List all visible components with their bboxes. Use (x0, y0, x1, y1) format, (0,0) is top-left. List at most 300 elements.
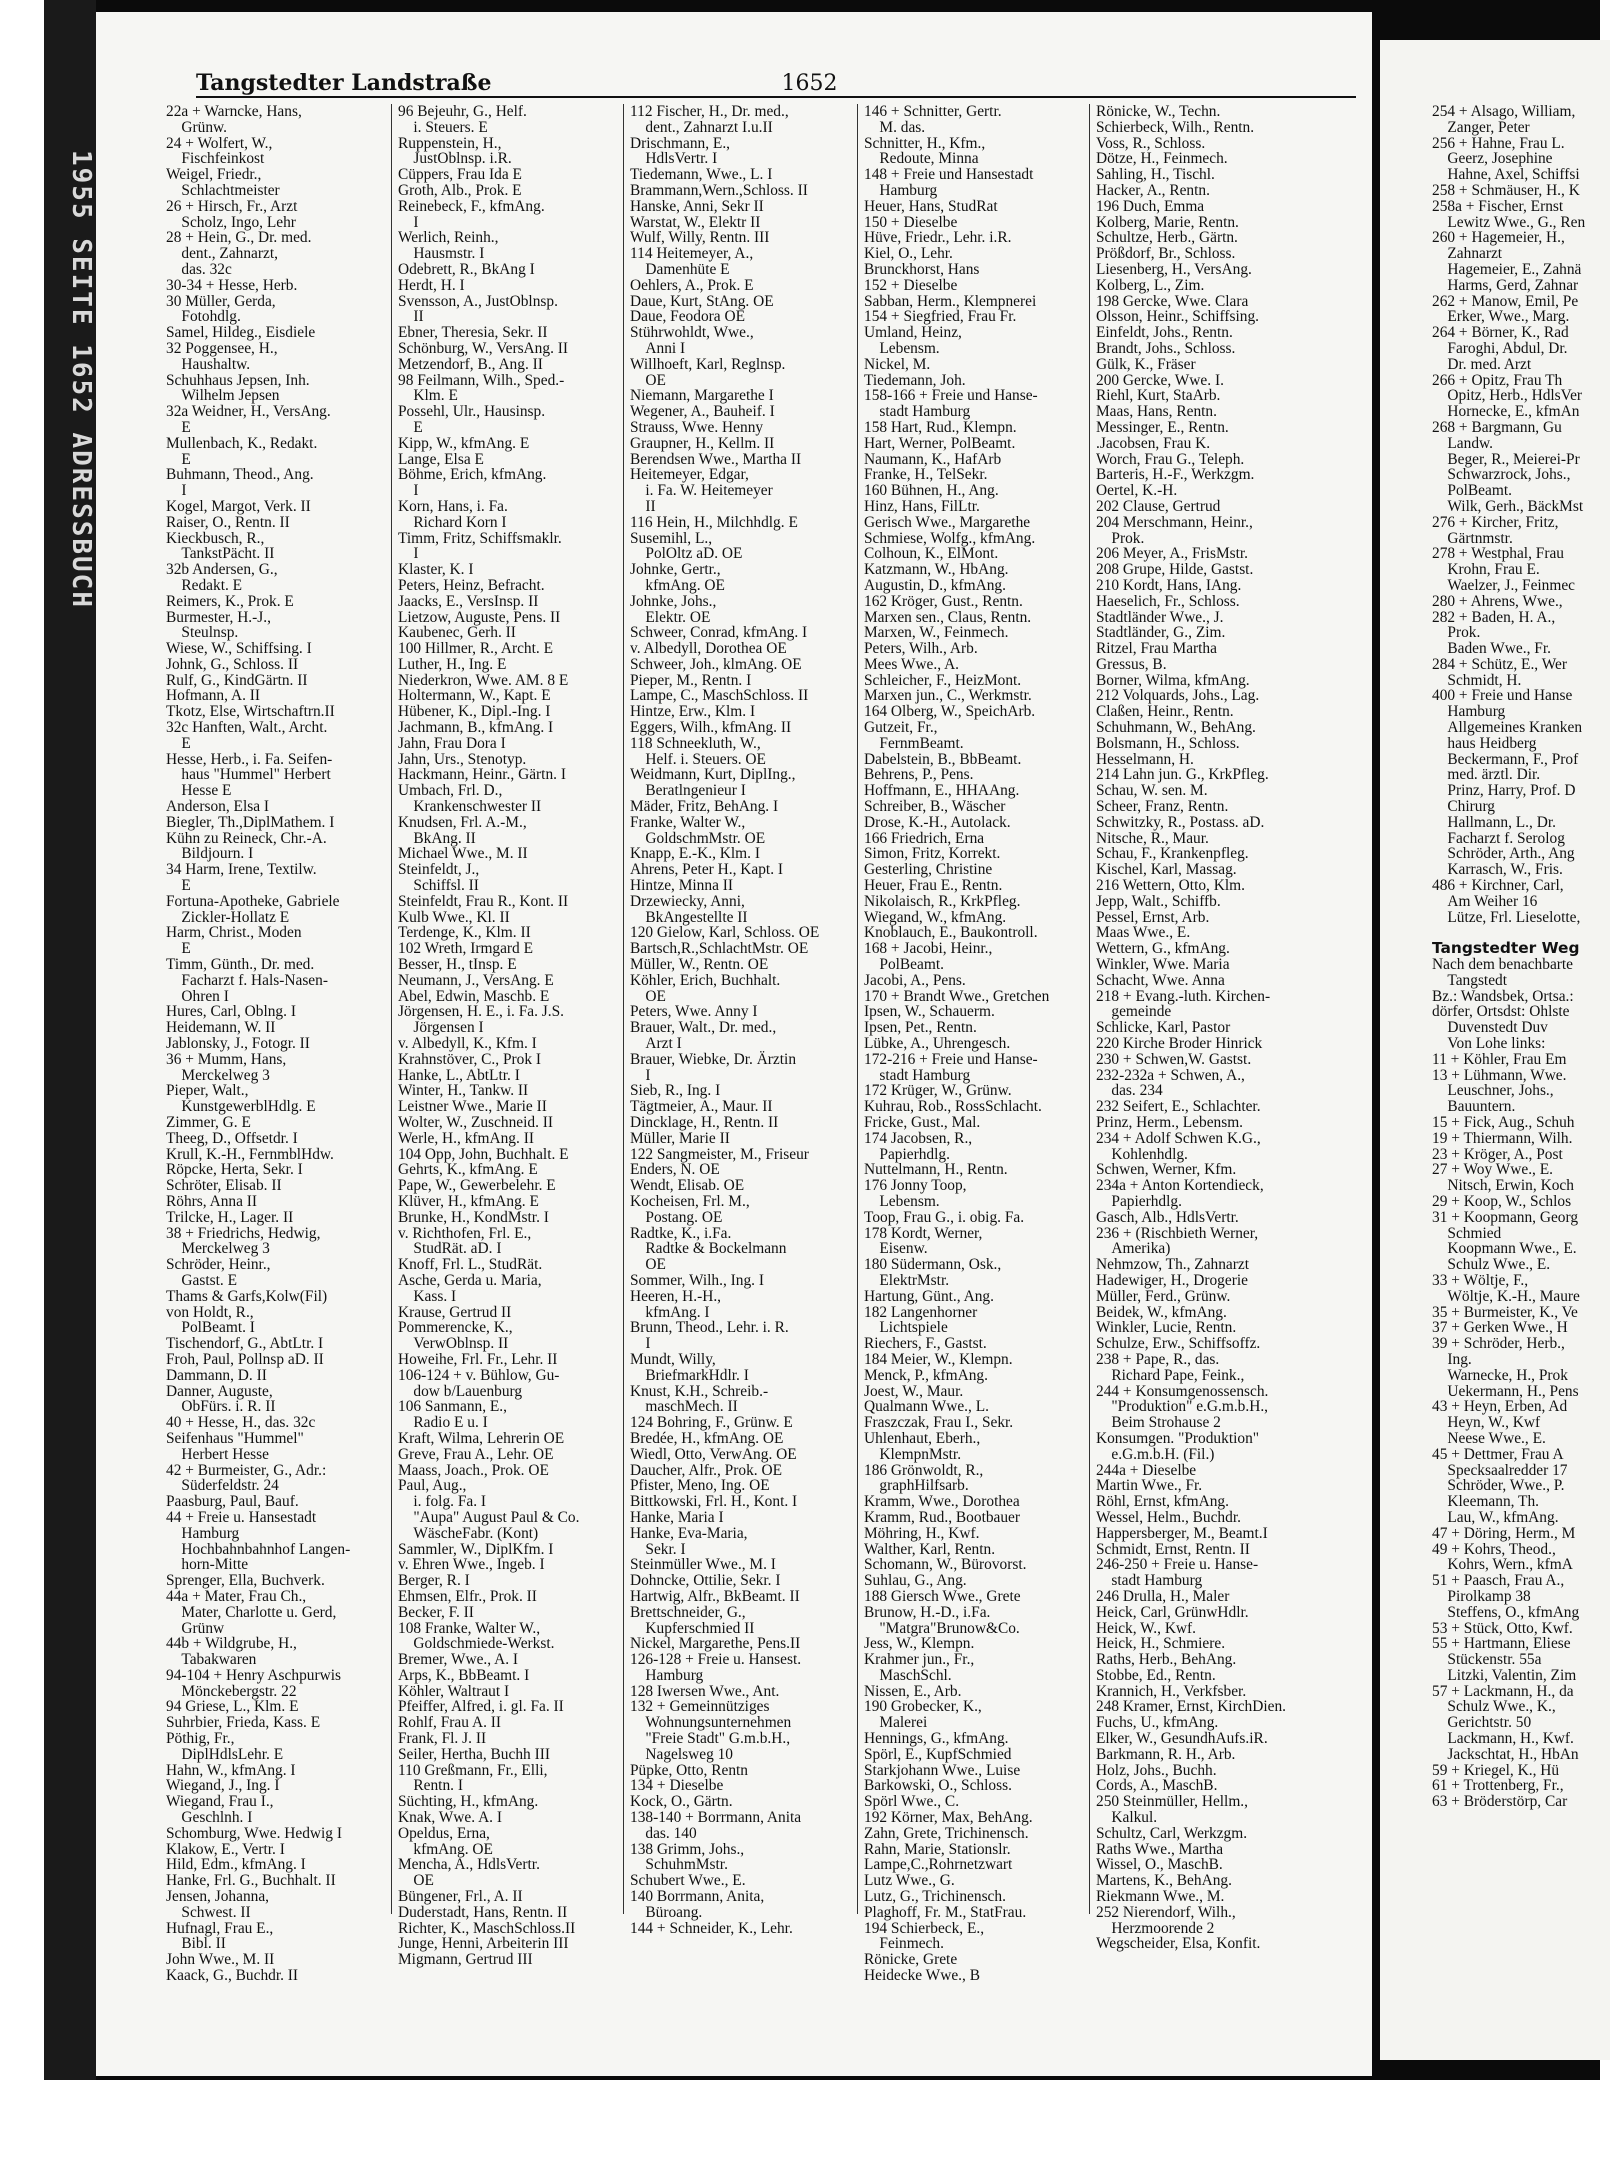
directory-entry: Ruppenstein, H., (398, 134, 502, 152)
directory-entry: Wegscheider, Elsa, Konfit. (1096, 1935, 1261, 1953)
directory-entry: Stührwohldt, Wwe., (630, 324, 754, 342)
directory-entry: Hanke, Eva-Maria, (630, 1524, 748, 1542)
directory-entry: Hackmann, Heinr., Gärtn. I (398, 766, 566, 784)
directory-entry: 216 Wettern, Otto, Klm. (1096, 877, 1245, 895)
directory-column-5 (1096, 103, 1336, 1953)
directory-entry: Niederkron, Wwe. AM. 8 E (398, 671, 569, 689)
directory-entry: 184 Meier, W., Klempn. (864, 1350, 1013, 1368)
directory-entry: OE (630, 987, 666, 1005)
directory-entry: Grünw (166, 1619, 225, 1637)
directory-entry: BriefmarkHdlr. I (630, 1366, 749, 1384)
directory-entry: Groth, Alb., Prok. E (398, 181, 522, 199)
directory-entry: Burmester, H.-J., (166, 608, 271, 626)
directory-entry: 178 Kordt, Werner, (864, 1224, 983, 1242)
directory-entry: Schweer, Joh., klmAng. OE (630, 655, 802, 673)
directory-entry: Jörgensen I (398, 1019, 484, 1037)
directory-entry: das. 140 (630, 1824, 697, 1842)
directory-entry: Paasburg, Paul, Bauf. (166, 1493, 299, 1511)
directory-entry: Büroang. (630, 1903, 703, 1921)
directory-entry: Heeren, H.-H., (630, 1287, 722, 1305)
directory-entry: I (398, 482, 419, 500)
directory-entry: KunstgewerblHdlg. E (166, 1098, 316, 1116)
adjacent-entry: 43 + Heyn, Erben, Ad (1432, 1398, 1568, 1416)
directory-entry: Anni I (630, 339, 686, 357)
adjacent-entry: Am Weiher 16 (1432, 892, 1538, 910)
directory-entry: Schuhmann, W., BehAng. (1096, 719, 1256, 737)
directory-entry: Prinz, Herm., Lebensm. (1096, 1114, 1244, 1131)
directory-entry: Merckelweg 3 (166, 1240, 270, 1258)
directory-entry: Lampe,C.,Rohrnetzwart (864, 1856, 1013, 1874)
directory-entry: Riekmann Wwe., M. (1096, 1888, 1225, 1906)
directory-entry: Gülk, K., Fräser (1096, 355, 1196, 373)
directory-entry: Winkler, Wwe. Maria (1096, 956, 1230, 974)
directory-entry: Mönckebergstr. 22 (166, 1682, 297, 1700)
directory-entry: Dötze, H., Feinmech. (1096, 150, 1228, 168)
directory-entry: Cüppers, Frau Ida E (398, 166, 522, 184)
directory-entry: HdlsVertr. I (630, 150, 718, 168)
directory-entry: Mundt, Willy, (630, 1350, 716, 1368)
adjacent-entry: 258a + Fischer, Ernst (1432, 197, 1564, 215)
directory-entry: E (398, 418, 423, 436)
directory-entry: 164 Olberg, W., SpeichArb. (864, 703, 1036, 721)
directory-entry: 158 Hart, Rud., Klempn. (864, 418, 1017, 436)
directory-entry: Drischmann, E., (630, 134, 731, 152)
adjacent-entry: 57 + Lackmann, H., da (1432, 1682, 1574, 1700)
adjacent-entry: Schulz Wwe., E. (1432, 1256, 1551, 1274)
directory-entry: 118 Schneekluth, W., (630, 734, 761, 752)
adjacent-entry: Leuschner, Johs., (1432, 1082, 1554, 1100)
directory-entry: Gutzeit, Fr., (864, 719, 938, 737)
directory-entry: Süchting, H., kfmAng. (398, 1793, 539, 1811)
directory-entry: Wohnungsunternehmen (630, 1714, 792, 1732)
directory-entry: Schiffsl. II (398, 877, 479, 895)
directory-entry: Opeldus, Erna, (398, 1824, 490, 1842)
adjacent-entry: 278 + Westphal, Frau (1432, 545, 1564, 563)
column-rule (857, 104, 858, 1914)
directory-entry: Metzendorf, B., Ang. II (398, 355, 543, 373)
directory-entry: Merckelweg 3 (166, 1066, 270, 1084)
directory-entry: Ebner, Theresia, Sekr. II (398, 324, 548, 342)
directory-entry: 138 Grimm, Johs., (630, 1840, 745, 1858)
directory-entry: Gesterling, Christine (864, 861, 993, 879)
directory-entry: Hacker, A., Rentn. (1096, 181, 1210, 199)
directory-entry: 236 + (Rischbieth Werner, (1096, 1224, 1259, 1242)
directory-entry: Zickler-Hollatz E (166, 908, 290, 926)
directory-entry: Hinz, Hans, FilLtr. (864, 497, 980, 515)
adjacent-entry: Facharzt f. Serolog (1432, 829, 1565, 847)
directory-entry: Rahn, Marie, Stationslr. (864, 1840, 1011, 1858)
directory-entry: Grünw. (166, 118, 227, 136)
directory-entry: Köhler, Erich, Buchhalt. (630, 971, 781, 989)
directory-entry: das. 234 (1096, 1082, 1163, 1100)
directory-entry: Schweer, Conrad, kfmAng. I (630, 624, 808, 642)
directory-entry: stadt Hamburg (864, 403, 971, 421)
adjacent-entry: 23 + Kröger, A., Post (1432, 1145, 1563, 1163)
directory-entry: Weidmann, Kurt, DiplIng., (630, 766, 796, 784)
directory-entry: Dohncke, Ottilie, Sekr. I (630, 1572, 781, 1590)
directory-entry: i. folg. Fa. I (398, 1493, 487, 1511)
directory-entry: Hesse E (166, 782, 232, 800)
directory-entry: Pfeiffer, Alfred, i. gl. Fa. II (398, 1698, 564, 1716)
directory-entry: Mäder, Fritz, BehAng. I (630, 798, 779, 816)
adjacent-entry: Erker, Wwe., Marg. (1432, 308, 1570, 326)
directory-entry: M. das. (864, 118, 926, 136)
directory-entry: Zimmer, G. E (166, 1114, 251, 1131)
directory-entry: ObFürs. i. R. II (166, 1398, 276, 1416)
directory-entry: Schlachtmeister (166, 181, 280, 199)
directory-entry: Franke, H., TelSekr. (864, 466, 988, 484)
directory-entry: Beratlngenieur I (630, 782, 746, 800)
directory-entry: Bittkowski, Frl. H., Kont. I (630, 1493, 798, 1511)
directory-entry: 106-124 + v. Bühlow, Gu- (398, 1366, 560, 1384)
directory-entry: Strauss, Wwe. Henny (630, 418, 764, 436)
directory-entry: Spörl, E., KupfSchmied (864, 1745, 1012, 1763)
directory-entry: Walther, Karl, Rentn. (864, 1540, 996, 1558)
directory-entry: Krause, Gertrud II (398, 1303, 512, 1321)
directory-entry: DiplHdlsLehr. E (166, 1745, 284, 1763)
directory-entry: Postang. OE (630, 1208, 723, 1226)
directory-entry: OE (630, 1256, 666, 1274)
directory-entry: OE (398, 1872, 434, 1890)
directory-entry: 196 Duch, Emma (1096, 197, 1205, 215)
directory-entry: 172-216 + Freie und Hanse- (864, 1050, 1038, 1068)
directory-entry: Leistner Wwe., Marie II (398, 1098, 547, 1116)
directory-entry: Schultze, Herb., Gärtn. (1096, 229, 1238, 247)
directory-entry: Schierbeck, Wilh., Rentn. (1096, 118, 1255, 136)
directory-entry: 40 + Hesse, H., das. 32c (166, 1414, 316, 1432)
directory-entry: 140 Borrmann, Anita, (630, 1888, 765, 1906)
adjacent-entry: 262 + Manow, Emil, Pe (1432, 292, 1579, 310)
directory-entry: 114 Heitemeyer, A., (630, 245, 754, 263)
directory-entry: Wiese, W., Schiffsing. I (166, 640, 312, 658)
directory-entry: Prößdorf, Br., Schloss. (1096, 245, 1236, 263)
directory-entry: Drose, K.-H., Autolack. (864, 813, 1011, 831)
directory-entry: Peters, Heinz, Befracht. (398, 576, 545, 594)
directory-entry: 194 Schierbeck, E., (864, 1919, 985, 1937)
adjacent-entry: Kleemann, Th. (1432, 1493, 1539, 1511)
directory-entry: 170 + Brandt Wwe., Gretchen (864, 987, 1050, 1005)
directory-entry: 44b + Wildgrube, H., (166, 1635, 297, 1653)
directory-entry: 148 + Freie und Hansestadt (864, 166, 1034, 184)
directory-entry: Hanke, Maria I (630, 1508, 724, 1526)
directory-entry: v. Richthofen, Frl. E., (398, 1224, 532, 1242)
directory-entry: Bolsmann, H., Schloss. (1096, 734, 1240, 752)
directory-entry: Fischfeinkost (166, 150, 265, 168)
directory-entry: Schreiber, B., Wäscher (864, 798, 1006, 816)
directory-entry: Facharzt f. Hals-Nasen- (166, 971, 328, 989)
directory-entry: Schau, F., Krankenpfleg. (1096, 845, 1249, 863)
directory-entry: 122 Sangmeister, M., Friseur (630, 1145, 809, 1163)
adjacent-entry: Litzki, Valentin, Zim (1432, 1666, 1577, 1684)
page-number: 1652 (781, 71, 838, 96)
directory-entry: Lietzow, Auguste, Pens. II (398, 608, 561, 626)
directory-entry: Kohlenhdlg. (1096, 1145, 1188, 1163)
directory-entry: Wiegand, J., Ing. I (166, 1777, 280, 1795)
directory-entry: Nehmzow, Th., Zahnarzt (1096, 1256, 1249, 1274)
directory-entry: Jahn, Frau Dora I (398, 734, 506, 752)
directory-entry: Werle, H., kfmAng. II (398, 1129, 534, 1147)
adjacent-entry: 258 + Schmäuser, H., K (1432, 181, 1580, 199)
directory-entry: 174 Jacobsen, R., (864, 1129, 973, 1147)
adjacent-entry: Zanger, Peter (1432, 118, 1530, 136)
directory-entry: PolBeamt. (864, 956, 944, 974)
directory-entry: Claßen, Heinr., Rentn. (1096, 703, 1234, 721)
directory-entry: Tiedemann, Joh. (864, 371, 966, 389)
directory-entry: Frank, Fl. J. II (398, 1730, 487, 1748)
directory-entry: Suhlau, G., Ang. (864, 1572, 967, 1590)
directory-entry: Schomburg, Wwe. Hedwig I (166, 1824, 342, 1842)
directory-entry: Bredée, H., kfmAng. OE (630, 1429, 784, 1447)
directory-entry: Heitemeyer, Edgar, (630, 466, 749, 484)
directory-entry: Seiler, Hertha, Buchh III (398, 1745, 550, 1763)
directory-entry: Heidecke Wwe., B (864, 1967, 980, 1985)
directory-entry: Barteris, H.-F., Werkzgm. (1096, 466, 1255, 484)
directory-entry: 22a + Warncke, Hans, (166, 103, 302, 120)
directory-entry: Mullenbach, K., Redakt. (166, 434, 318, 452)
directory-entry: Raths, Herb., BehAng. (1096, 1651, 1237, 1669)
directory-entry: Gastst. E (166, 1271, 237, 1289)
adjacent-entry: Allgemeines Kranken (1432, 719, 1583, 737)
directory-entry: Happersberger, M., Beamt.I (1096, 1524, 1268, 1542)
directory-entry: Hufnagl, Frau E., (166, 1919, 274, 1937)
adjacent-entry: Prinz, Harry, Prof. D (1432, 782, 1576, 800)
directory-entry: Abel, Edwin, Maschb. E (398, 987, 550, 1005)
directory-entry: Wulf, Willy, Rentn. III (630, 229, 770, 247)
directory-entry: 144 + Schneider, K., Lehr. (630, 1919, 793, 1937)
directory-entry: GoldschmMstr. OE (630, 829, 766, 847)
adjacent-entry: 33 + Wöltje, F., (1432, 1271, 1529, 1289)
directory-entry: Herdt, H. I (398, 276, 465, 294)
directory-entry: Hausmstr. I (398, 245, 485, 263)
directory-entry: JustOblnsp. i.R. (398, 150, 512, 168)
directory-entry: Kulb Wwe., Kl. II (398, 908, 510, 926)
directory-entry: Heuer, Frau E., Rentn. (864, 877, 1003, 895)
directory-entry: 246 Drulla, H., Maler (1096, 1587, 1230, 1605)
adjacent-entry: Lütze, Frl. Lieselotte, (1432, 908, 1581, 926)
directory-entry: stadt Hamburg (1096, 1572, 1203, 1590)
directory-entry: Timm, Fritz, Schiffsmaklr. (398, 529, 562, 547)
directory-entry: 100 Hillmer, R., Archt. E (398, 640, 553, 658)
directory-entry: Messinger, E., Rentn. (1096, 418, 1229, 436)
adjacent-entry: Waelzer, J., Feinmec (1432, 576, 1576, 594)
directory-entry: 212 Volquards, Johs., Lag. (1096, 687, 1260, 705)
directory-entry: Barkowski, O., Schloss. (864, 1777, 1012, 1795)
directory-entry: Raths Wwe., Martha (1096, 1840, 1224, 1858)
adjacent-entry: Hagemeier, E., Zahnä (1432, 260, 1582, 278)
directory-entry: Riechers, F., Gastst. (864, 1335, 987, 1353)
column-rule (623, 104, 624, 1914)
directory-entry: 160 Bühnen, H., Ang. (864, 482, 999, 500)
adjacent-entry: 63 + Bröderstörp, Car (1432, 1793, 1568, 1811)
directory-entry: Fuchs, U., kfmAng. (1096, 1714, 1219, 1732)
directory-entry: Röpcke, Herta, Sekr. I (166, 1161, 303, 1179)
directory-entry: Kiel, O., Lehr. (864, 245, 953, 263)
directory-entry: Amerika) (1096, 1240, 1171, 1258)
directory-entry: Hartwig, Alfr., BkBeamt. II (630, 1587, 800, 1605)
directory-entry: 214 Lahn jun. G., KrkPfleg. (1096, 766, 1269, 784)
directory-entry: Pessel, Ernst, Arb. (1096, 908, 1210, 926)
directory-entry: Martin Wwe., Fr. (1096, 1477, 1203, 1495)
adjacent-entry: Duvenstedt Duv (1432, 1019, 1548, 1037)
directory-entry: "Produktion" e.G.m.b.H., (1096, 1398, 1269, 1416)
directory-entry: Liesenberg, H., VersAng. (1096, 260, 1252, 278)
directory-entry: 176 Jonny Toop, (864, 1177, 967, 1195)
directory-entry: Rönicke, Grete (864, 1951, 958, 1969)
directory-entry: Fricke, Gust., Mal. (864, 1114, 981, 1131)
directory-entry: Paul, Aug., (398, 1477, 467, 1495)
directory-entry: 110 Greßmann, Fr., Elli, (398, 1761, 548, 1779)
directory-entry: Werlich, Reinh., (398, 229, 499, 247)
directory-entry: Brunn, Theod., Lehr. i. R. (630, 1319, 789, 1337)
directory-entry: Hübener, K., Dipl.-Ing. I (398, 703, 551, 721)
directory-entry: v. Albedyll, K., Kfm. I (398, 1035, 537, 1053)
adjacent-entry: 35 + Burmeister, K., Ve (1432, 1303, 1578, 1321)
directory-entry: Beim Strohause 2 (1096, 1414, 1221, 1432)
directory-entry: Reinebeck, F., kfmAng. (398, 197, 545, 215)
directory-entry: Marxen jun., C., Werkmstr. (864, 687, 1032, 705)
directory-entry: Trilcke, H., Lager. II (166, 1208, 294, 1226)
adjacent-entry: Schmidt, H. (1432, 671, 1522, 689)
directory-entry: 218 + Evang.-luth. Kirchen- (1096, 987, 1271, 1005)
directory-entry: Cords, A., MaschB. (1096, 1777, 1218, 1795)
directory-entry: Lichtspiele (864, 1319, 948, 1337)
directory-entry: Kolberg, L., Zim. (1096, 276, 1205, 294)
directory-entry: 182 Langenhorner (864, 1303, 978, 1321)
directory-entry: Bremer, Wwe., A. I (398, 1651, 519, 1669)
directory-entry: Kogel, Margot, Verk. II (166, 497, 311, 515)
directory-entry: Sekr. I (630, 1540, 686, 1558)
directory-entry: I (630, 1066, 651, 1084)
directory-entry: Maas Wwe., E. (1096, 924, 1191, 942)
directory-entry: Berendsen Wwe., Martha II (630, 450, 802, 468)
directory-entry: Kass. I (398, 1287, 457, 1305)
directory-entry: Malerei (864, 1714, 928, 1732)
adjacent-entry: Beger, R., Meierei-Pr (1432, 450, 1580, 468)
directory-entry: 34 Harm, Irene, Textilw. (166, 861, 317, 879)
directory-entry: Steinfeldt, J., (398, 861, 480, 879)
adjacent-entry: 260 + Hagemeier, H., (1432, 229, 1565, 247)
directory-entry: Ipsen, W., Schauerm. (864, 1003, 995, 1021)
directory-entry: 192 Körner, Max, BehAng. (864, 1809, 1033, 1827)
adjacent-entry: 15 + Fick, Aug., Schuh (1432, 1114, 1575, 1131)
adjacent-entry: Stückenstr. 55a (1432, 1651, 1542, 1669)
adjacent-entry: Warnecke, H., Prok (1432, 1366, 1568, 1384)
directory-entry: Schmiese, Wolfg., kfmAng. (864, 529, 1036, 547)
spine-label: 1955 SEITE 1652 ADRESSBUCH (66, 150, 96, 609)
directory-entry: Martens, K., BehAng. (1096, 1872, 1232, 1890)
adjacent-entry: 37 + Gerken Wwe., H (1432, 1319, 1568, 1337)
adjacent-entry: Prok. (1432, 624, 1481, 642)
directory-entry: 188 Giersch Wwe., Grete (864, 1587, 1021, 1605)
directory-entry: Kaubenec, Gerh. II (398, 624, 516, 642)
directory-entry: Brandt, Johs., Schloss. (1096, 339, 1236, 357)
directory-entry: 230 + Schwen,W. Gastst. (1096, 1050, 1252, 1068)
adjacent-entry: Hahne, Axel, Schiffsi (1432, 166, 1580, 184)
directory-entry: 28 + Hein, G., Dr. med. (166, 229, 312, 247)
directory-entry: Johnke, Johs., (630, 592, 717, 610)
directory-entry: Schleicher, F., HeizMont. (864, 671, 1022, 689)
column-rule (1089, 104, 1090, 1914)
directory-entry: Uhlenhaut, Eberh., (864, 1429, 981, 1447)
directory-entry: 244 + Konsumgenossensch. (1096, 1382, 1269, 1400)
adjacent-entry: Chirurg (1432, 798, 1495, 816)
directory-column-2 (398, 103, 624, 1969)
directory-entry: Kraft, Wilma, Lehrerin OE (398, 1429, 565, 1447)
adjacent-entry: Specksaalredder 17 (1432, 1461, 1568, 1479)
directory-entry: 158-166 + Freie und Hanse- (864, 387, 1038, 405)
directory-entry: Heick, Carl, GrünwHdlr. (1096, 1603, 1249, 1621)
adjacent-entry: Uekermann, H., Pens (1432, 1382, 1579, 1400)
directory-entry: Haushaltw. (166, 355, 251, 373)
directory-entry: horn-Mitte (166, 1556, 249, 1574)
directory-entry: Nissen, E., Arb. (864, 1682, 962, 1700)
directory-entry: Knak, Wwe. A. I (398, 1809, 503, 1827)
directory-entry: Hild, Edm., kfmAng. I (166, 1856, 306, 1874)
adjacent-entry: 53 + Stück, Otto, Kwf. (1432, 1619, 1573, 1637)
directory-entry: 190 Grobecker, K., (864, 1698, 982, 1716)
directory-entry: Müller, Marie II (630, 1129, 730, 1147)
directory-entry: Jacobi, A., Pens. (864, 971, 966, 989)
adjacent-entry: 29 + Koop, W., Schlos (1432, 1192, 1572, 1210)
directory-entry: Knudsen, Frl. A.-M., (398, 813, 527, 831)
directory-entry: Beidek, W., kfmAng. (1096, 1303, 1227, 1321)
directory-entry: Elektr. OE (630, 608, 711, 626)
directory-entry: i. Fa. W. Heitemeyer (630, 482, 773, 500)
adjacent-entry: Ing. (1432, 1350, 1472, 1368)
directory-entry: PolBeamt. I (166, 1319, 255, 1337)
directory-entry: Terdenge, K., Klm. II (398, 924, 531, 942)
directory-entry: Dabelstein, B., BbBeamt. (864, 750, 1022, 768)
directory-entry: Lange, Elsa E (398, 450, 484, 468)
directory-entry: 166 Friedrich, Erna (864, 829, 985, 847)
directory-entry: kfmAng. OE (398, 1840, 493, 1858)
directory-entry: 146 + Schnitter, Gertr. (864, 103, 1002, 120)
directory-entry: Jepp, Walt., Schiffb. (1096, 892, 1221, 910)
adjacent-entry: 55 + Hartmann, Eliese (1432, 1635, 1571, 1653)
directory-entry: Heuer, Hans, StudRat (864, 197, 998, 215)
directory-entry: 200 Gercke, Wwe. I. (1096, 371, 1224, 389)
adjacent-entry: Nitsch, Erwin, Koch (1432, 1177, 1574, 1195)
directory-entry: Redakt. E (166, 576, 243, 594)
directory-entry: Mencha, A., HdlsVertr. (398, 1856, 540, 1874)
directory-entry: I (398, 545, 419, 563)
directory-entry: Wiegand, Frau I., (166, 1793, 274, 1811)
directory-entry: Schröter, Elisab. II (166, 1177, 282, 1195)
directory-entry: Wiegand, W., kfmAng. (864, 908, 1007, 926)
directory-entry: Jörgensen, H. E., i. Fa. J.S. (398, 1003, 565, 1021)
directory-entry: Sieb, R., Ing. I (630, 1082, 721, 1100)
directory-entry: Wegener, A., Bauheif. I (630, 403, 775, 421)
directory-entry: 198 Gercke, Wwe. Clara (1096, 292, 1249, 310)
directory-entry: 36 + Mumm, Hans, (166, 1050, 287, 1068)
adjacent-entry: 31 + Koopmann, Georg (1432, 1208, 1579, 1226)
directory-entry: kfmAng. OE (630, 576, 725, 594)
adjacent-entry: Harms, Gerd, Zahnar (1432, 276, 1579, 294)
directory-entry: Junge, Henni, Arbeiterin III (398, 1935, 569, 1953)
directory-entry: Lutz Wwe., G. (864, 1872, 955, 1890)
directory-entry: Ipsen, Pet., Rentn. (864, 1019, 977, 1037)
directory-entry: Wissel, O., MaschB. (1096, 1856, 1223, 1874)
directory-entry: 168 + Jacobi, Heinr., (864, 940, 993, 958)
directory-entry: Graupner, H., Kellm. II (630, 434, 775, 452)
directory-entry: 246-250 + Freie u. Hanse- (1096, 1556, 1259, 1574)
directory-entry: 30 Müller, Gerda, (166, 292, 276, 310)
adjacent-entry: Krohn, Frau E. (1432, 561, 1540, 579)
directory-entry: Sabban, Herm., Klempnerei (864, 292, 1037, 310)
directory-entry: Hesse, Herb., i. Fa. Seifen- (166, 750, 333, 768)
page-header (196, 66, 1356, 98)
directory-entry: Einfeldt, Johs., Rentn. (1096, 324, 1233, 342)
